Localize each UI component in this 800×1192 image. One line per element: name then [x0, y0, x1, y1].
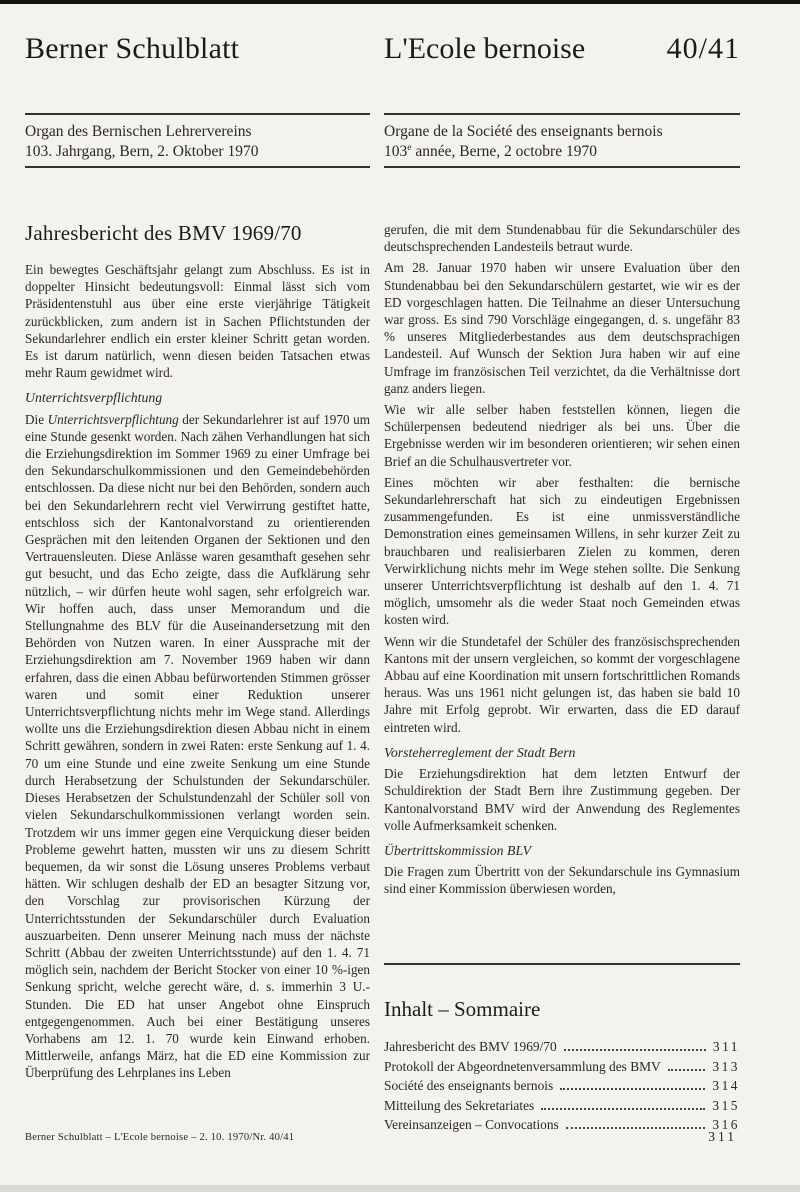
- dot-leader: [564, 1049, 706, 1051]
- toc-label: Jahresbericht des BMV 1969/70: [384, 1039, 557, 1054]
- section-heading-vorsteherreglement: Vorsteherreglement der Stadt Bern: [384, 744, 576, 760]
- toc-entry: [384, 1076, 740, 1096]
- masthead: [25, 30, 740, 68]
- toc-label: Protokoll der Abgeordnetenversammlung des BMV: [384, 1058, 661, 1074]
- body-paragraph: Wenn wir die Stundetafel der Schüler des französischsprechenden Kantons mit der unsern vergleichen, so kommt der vorgeschlagene Abbau auf eine Koordination mit unsern fortschrittlichen Romands heraus. Was uns 1961 nicht gelungen ist, das haben sie bald 10 Jahre mit Erfolg geprobt. Wir erwarten, dass die ED darauf eintreten wird.: [384, 633, 740, 735]
- toc-divider-rule: [384, 963, 740, 965]
- toc-label: Société des enseignants bernois: [384, 1078, 554, 1094]
- subtitle-fr-line2: 103e année, Berne, 2 octobre 1970: [384, 142, 597, 160]
- toc-heading: Inhalt – Sommaire: [384, 997, 541, 1021]
- body-paragraph: Wie wir alle selber haben feststellen können, liegen die Schülerpensen bedeutend niedriger als bei uns. Über die Ergebnisse werden wir im besonderen orientieren; wir sehen einen Brief an die Schulhausvertreter vor.: [384, 402, 740, 469]
- body-paragraph: Die Erziehungsdirektion hat dem letzten Entwurf der Schuldirektion der Stadt Bern ihre Zustimmung gegeben. Der Kantonalvorstand BMV wird der Anwendung des Reglementes volle Aufmerksamkeit schenken.: [384, 766, 740, 833]
- italic-term: Unterrichtsverpflichtung: [47, 411, 179, 427]
- column-right: [384, 221, 740, 902]
- subtitle-fr-line1: Organe de la Société des enseignants bernois: [384, 123, 663, 140]
- header-subtitle-band: [25, 113, 740, 168]
- footer-page-number: 311: [708, 1129, 737, 1144]
- body-paragraph: Die Unterrichtsverpflichtung der Sekundarlehrer ist auf 1970 um eine Stunde gesenkt worden. Nach zähen Verhandlungen hat sich die Erziehungsdirektion im Sommer 1969 zu einer Umfrage bei den Sekundarschulkommissionen und den Gemeindebehörden entschlossen. Da diese nicht nur bei den Behörden, sondern auch bei den Sekundarlehrern recht viel Verwirrung gestiftet hatte, entschloss sich der Kantonalvorstand zu orientierenden Gesprächen mit den leitenden Organen der Sektionen und den Vertrauensleuten. Diese Anlässe waren gesamthaft gesehen sehr gut besucht, und das Echo zeigte, dass die Aufklärung sehr nützlich, – wir dürfen heute wohl sagen, sehr erfolgreich war. Wir hoffen auch, dass unser Memorandum und die Stellungnahme des BLV für die Auseinandersetzung mit den Behörden von Nutzen waren. In einer Aussprache mit der Erziehungsdirektion am 7. November 1969 haben wir dann erfahren, dass die einen Abbau befürwortenden Stimmen grösser waren und somit einer Reduktion unserer Unterrichtsverpflichtung nichts mehr im Wege stand. Allerdings wollte uns die Erziehungsdirektion diesen Abbau nicht in einem Schritt gewähren, sondern in zwei Raten: erste Senkung auf 1. 4. 70 um eine Stunde und eine zweite Senkung um eine Stunde durch Herabsetzung der Schulstunden der Sekundarschüler. Dieses Herabsetzen der Schulstundenzahl der Schüler soll von vielen Sekundarschulkommissionen verlangt worden sein. Trotzdem wir uns immer gegen eine Verquickung dieser beiden Probleme gewehrt hatten, mussten wir uns zu diesem Schritt bequemen, da wir sonst die Lösung unseres Problems verbaut hätten. Wir schlugen deshalb der ED an besagter Sitzung vor, den Vorschlag zur provisorischen Kürzung der Unterrichtsstunden der Sekundarschüler durch Evaluation auszuarbeiten. Denn unserer Meinung nach muss der nächste Schritt (Abbau der zweiten Unterrichtsstunde) auf den 1. 4. 71 möglich sein, nachdem der Bericht Stocker von einer 10 %-igen Senkung spricht, welche gerecht wäre, d. s. immerhin 3 U.-Stunden. Die ED hat unser Angebot ohne Einspruch entgegengenommen. Auch bei einer Bestätigung unseres Vorhabens am 12. 1. 70 wurde kein Einwand erhoben. Mittlerweile, anfangs März, hat die ED eine Kommission zur Überprüfung des Lehrplanes ins Leben: [25, 411, 371, 1081]
- scan-edge-top: [0, 0, 800, 4]
- subtitle-de-line2: 103. Jahrgang, Bern, 2. Oktober 1970: [25, 143, 259, 160]
- toc-page-number: 314: [712, 1078, 740, 1094]
- dot-leader: [541, 1108, 705, 1110]
- column-left: [25, 221, 370, 1086]
- toc-entry: [384, 1057, 740, 1077]
- toc-page-number: 313: [712, 1058, 740, 1074]
- body-paragraph: Eines möchten wir aber festhalten: die bernische Sekundarlehrerschaft hat sich zu eindeutigen Ergebnissen zusammengefunden. Es ist eine unmissverständliche Demonstration eines gemeinsamen Willens, in sehr kurzer Zeit zu brauchbaren und realisierbaren Zielen zu kommen, deren Verwirklichung nichts mehr im Wege stehen sollte. Die Senkung unserer Unterrichtsverpflichtung ist deshalb auf den 1. 4. 71 möglich, umsomehr als die weder Staat noch Gemeinden etwas kosten wird.: [384, 474, 740, 628]
- masthead-title-de: Berner Schulblatt: [25, 32, 240, 65]
- body-paragraph: gerufen, die mit dem Stundenabbau für die Sekundarschüler des deutschsprechenden Landesteils betraut wurde.: [384, 222, 740, 255]
- body-paragraph: Die Fragen zum Übertritt von der Sekundarschule ins Gymnasium sind einer Kommission überwiesen worden,: [384, 864, 740, 897]
- section-heading-uebertrittskommission: Übertrittskommission BLV: [384, 842, 532, 858]
- toc-label: Mitteilung des Sekretariates: [384, 1097, 535, 1113]
- dot-leader: [566, 1127, 706, 1129]
- subtitle-de-line1: Organ des Bernischen Lehrervereins: [25, 123, 252, 140]
- dot-leader: [668, 1069, 706, 1071]
- toc-entry: [384, 1037, 740, 1057]
- toc-page-number: 316: [712, 1117, 740, 1133]
- masthead-title-fr: L'Ecole bernoise: [384, 32, 586, 65]
- section-heading-unterrichtsverpflichtung: Unterrichtsverpflichtung: [25, 390, 163, 406]
- toc-page-number: 315: [712, 1097, 740, 1113]
- toc-entry: [384, 1115, 740, 1135]
- table-of-contents: [384, 963, 740, 1135]
- dot-leader: [560, 1088, 705, 1090]
- scan-edge-bottom: [0, 1185, 800, 1192]
- article-title: Jahresbericht des BMV 1969/70: [25, 221, 302, 245]
- footer-imprint: Berner Schulblatt – L'Ecole bernoise – 2. 10. 1970/Nr. 40/41: [25, 1132, 295, 1143]
- superscript-e: e: [407, 142, 412, 153]
- toc-label: Vereinsanzeigen – Convocations: [384, 1117, 559, 1133]
- toc-page-number: 311: [712, 1039, 740, 1054]
- issue-number: 40/41: [666, 32, 740, 65]
- article-intro-paragraph: Ein bewegtes Geschäftsjahr gelangt zum Abschluss. Es ist in doppelter Hinsicht bedeutungsvoll: Einmal lässt sich vom Präsidentenstuhl aus über eine erste vierjährige Tätigkeit zurückblicken, zum andern ist in Sachen Pflichtstunden der Sekundarlehrer endlich ein erster kleiner Schritt getan worden. Es ist darum natürlich, wenn diesen beiden Tatsachen etwas mehr Raum gewidmet wird.: [25, 262, 370, 381]
- subtitle-german: [25, 113, 370, 168]
- masthead-right: [384, 30, 740, 68]
- body-paragraph: Am 28. Januar 1970 haben wir unsere Evaluation über den Stundenabbau bei den Sekundarschülern gestartet, wie wir es der ED vorgeschlagen hatten. Die Teilnahme an dieser Untersuchung war gross. Es sind 790 Vorschläge eingegangen, d. s. ungefähr 83 % unseres Mitgliederbestandes aus dem deutschsprachigen Landesteil. Auf Wunsch der Sektion Jura haben wir auf eine Umfrage im französischen Teil verzichtet, da die Verhältnisse dort ganz anders liegen.: [384, 260, 740, 396]
- subtitle-french: [384, 113, 740, 168]
- toc-entry: [384, 1096, 740, 1116]
